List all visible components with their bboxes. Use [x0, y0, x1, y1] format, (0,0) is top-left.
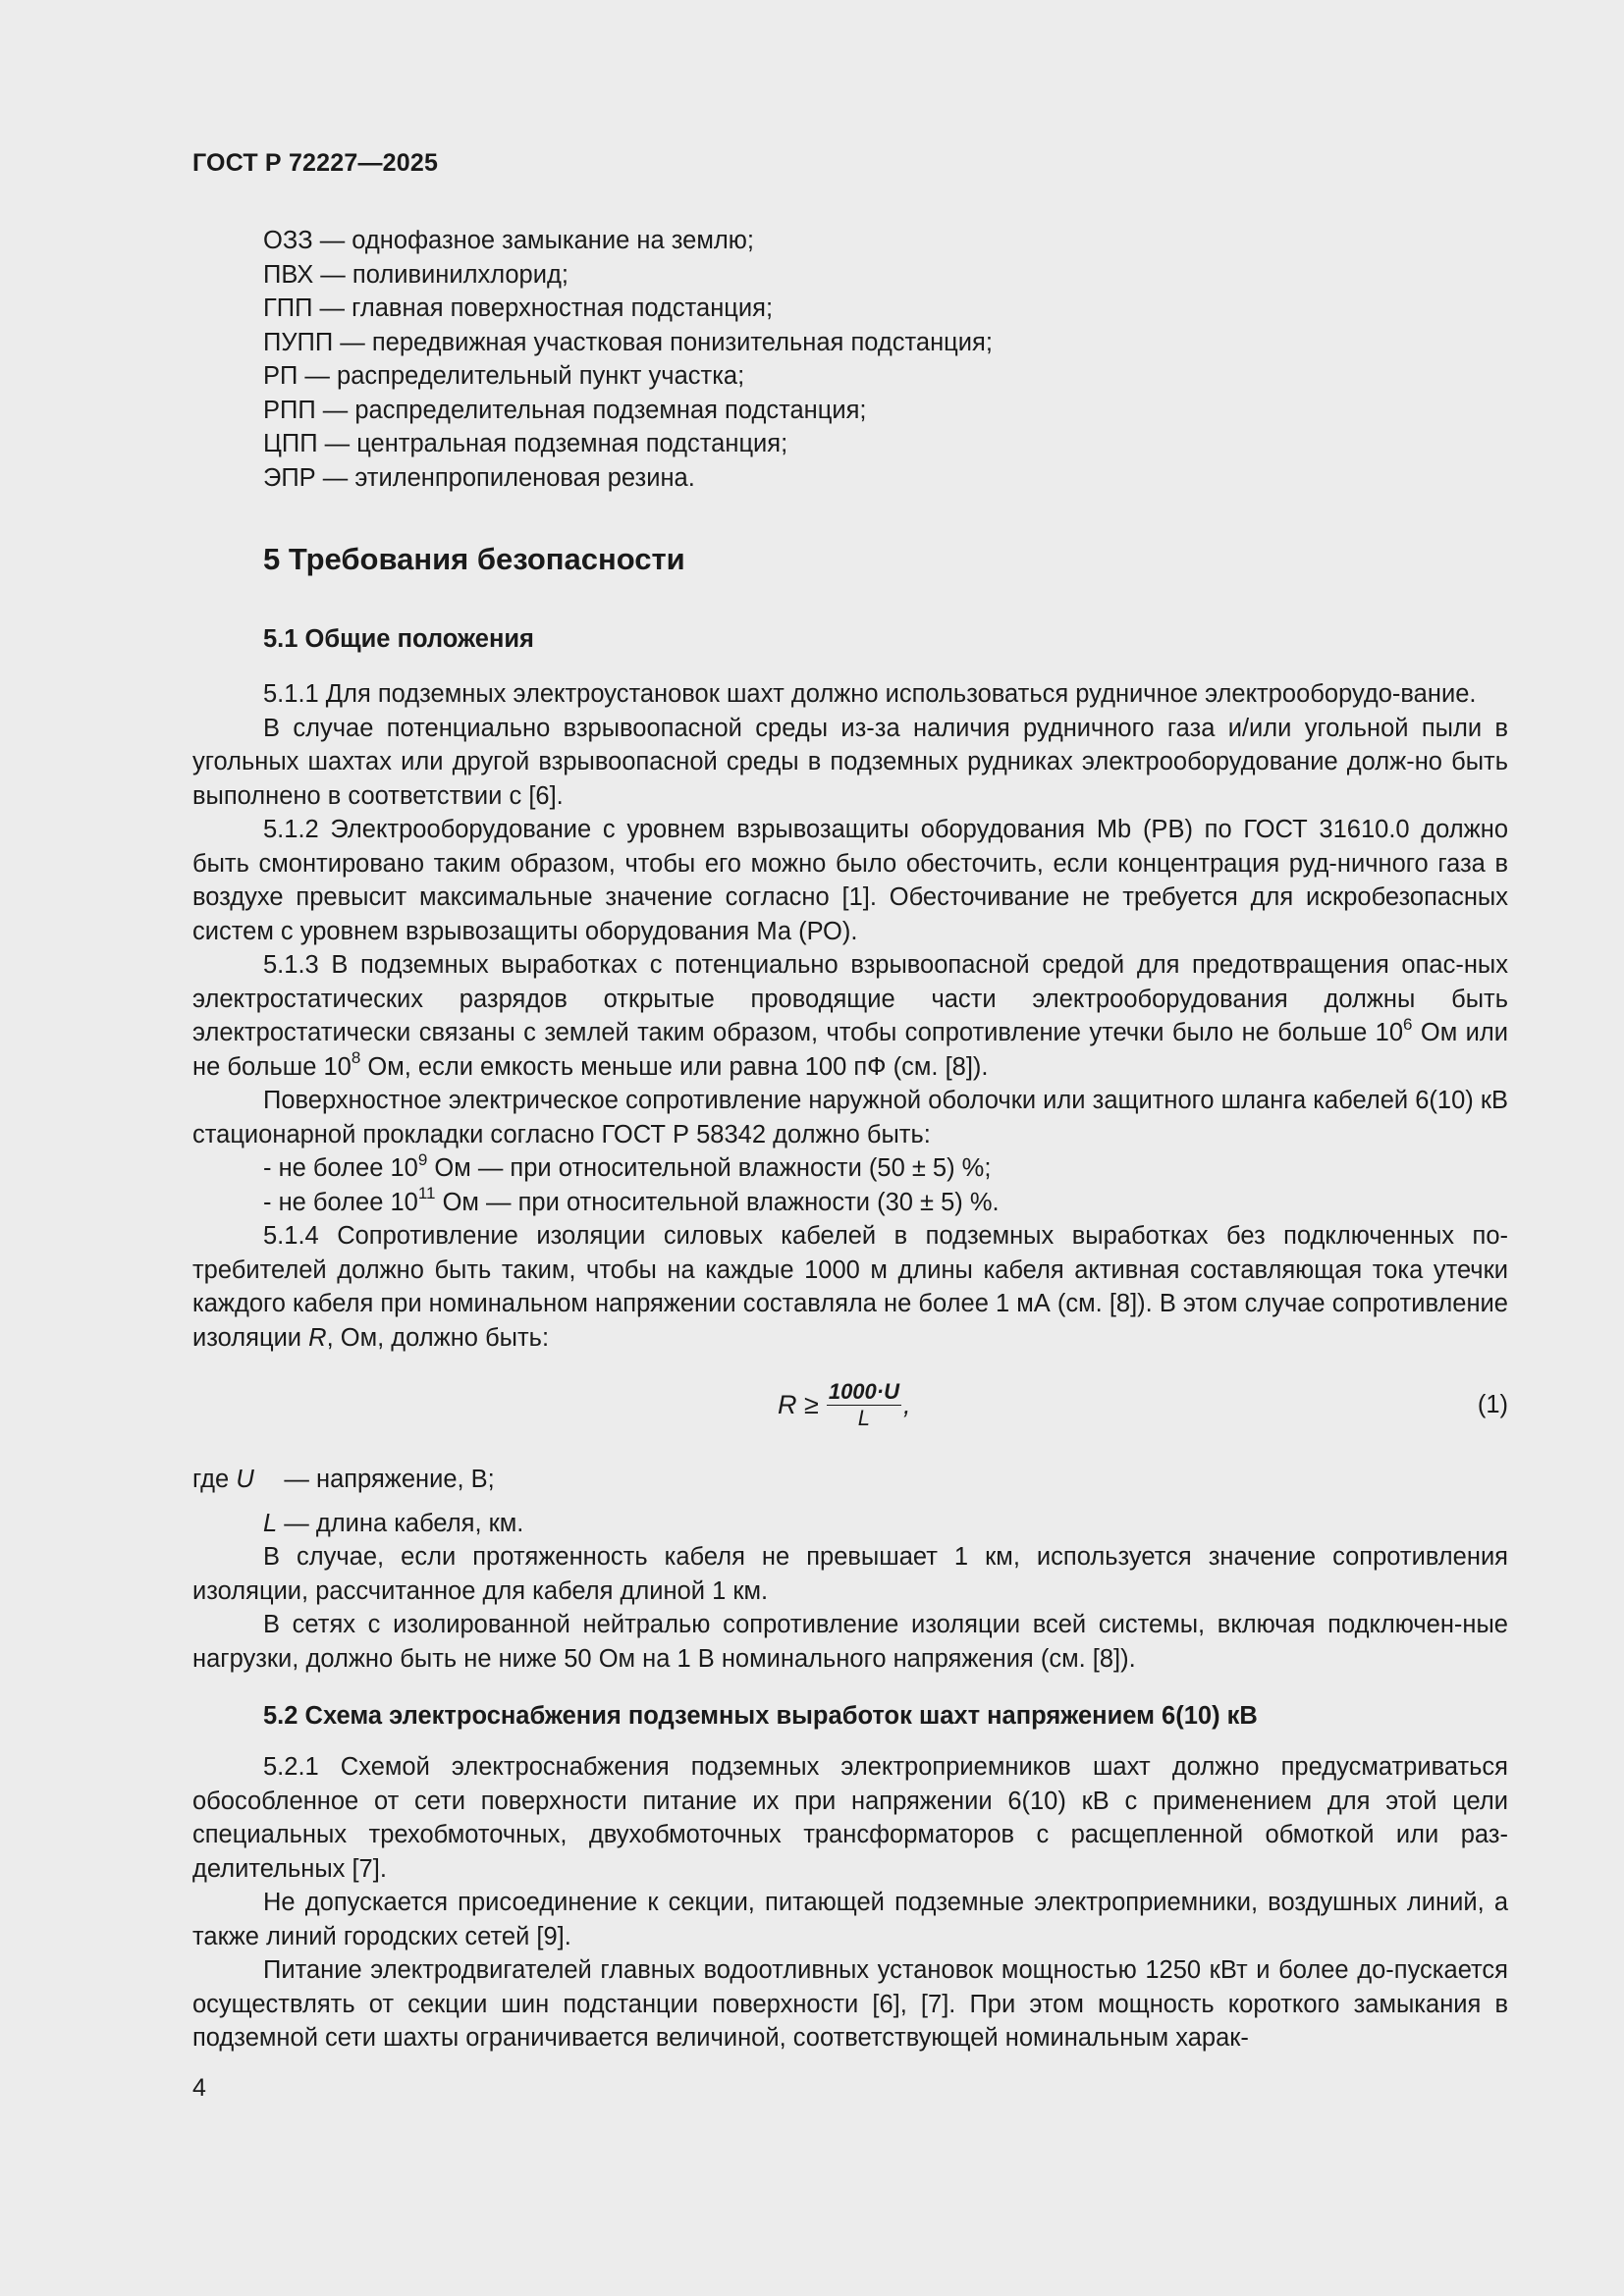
page-number: 4: [192, 2074, 206, 2102]
variable: R: [308, 1323, 327, 1352]
variable: L: [263, 1509, 278, 1537]
paragraph: Не допускается присоединение к секции, питающей подземные электроприемники, воздушных линий, а также линий городских сетей [9].: [192, 1889, 1508, 1950]
abbreviation-list: [192, 224, 1508, 495]
formula-numerator: 1000·U: [828, 1378, 899, 1404]
abbreviation-item: ОЗЗ — однофазное замыкание на землю;: [263, 227, 754, 254]
document-header: ГОСТ Р 72227—2025: [192, 149, 439, 177]
exponent: 11: [417, 1184, 436, 1202]
formula-block: [192, 1370, 1508, 1441]
equation-number: (1): [1477, 1391, 1508, 1418]
exponent: 9: [417, 1149, 428, 1169]
paragraph-5-1-1: 5.1.1 Для подземных электроустановок шахт должно использоваться рудничное электрооборудо-вание.: [263, 680, 1477, 708]
subsection-heading: 5.2 Схема электроснабжения подземных выработок шахт напряжением 6(10) кВ: [263, 1702, 1258, 1730]
document-body: [192, 224, 1508, 2056]
formula-suffix: ,: [902, 1389, 911, 1419]
text-run: - не более 10: [263, 1154, 418, 1182]
formula-fraction: [827, 1379, 901, 1431]
text-run: Ом или не больше 10: [192, 1019, 1508, 1081]
paragraph: Питание электродвигателей главных водоотливных установок мощностью 1250 кВт и более до-пускается осуществлять от секции шин подстанции поверхности [6], [7]. При этом мощность короткого замыкания в подземной сети шахты ограничивается величиной, соответствующей номинальным харак-: [192, 1956, 1508, 2052]
text-run: , Ом, должно быть:: [326, 1323, 550, 1352]
subsection-heading: 5.1 Общие положения: [263, 625, 534, 653]
text-run: Ом, если емкость меньше или равна 100 пФ (см. [8]).: [360, 1052, 989, 1081]
section-heading: 5 Требования безопасности: [263, 542, 685, 576]
paragraph-5-1-3: [192, 948, 1508, 1084]
paragraph: Поверхностное электрическое сопротивление наружной оболочки или защитного шланга кабелей 6(10) кВ стационарной прокладки согласно ГОСТ Р 58342 должно быть:: [192, 1087, 1509, 1148]
abbreviation-item: ЭПР — этиленпропиленовая резина.: [263, 463, 695, 492]
variable: U: [236, 1466, 254, 1493]
text-run: - не более 10: [263, 1188, 418, 1216]
dash-list-item: [192, 1186, 1508, 1220]
abbreviation-item: ПВХ — поливинилхлорид;: [263, 260, 568, 289]
dash-list-item: [192, 1151, 1508, 1186]
text-run: 5.1.4 Сопротивление изоляции силовых кабелей в подземных выработках без подключенных по-требителей должно быть таким, чтобы на каждые 1000 м длины кабеля активная составляющая тока утечки каждого кабеля при номинальном напряжении составляла не более 1 мА (см. [8]). В этом случае сопротивление изоляции: [192, 1222, 1508, 1352]
abbreviation-item: ПУПП — передвижная участковая понизительная подстанция;: [263, 328, 993, 356]
where-line: [192, 1463, 1508, 1497]
exponent: 8: [351, 1048, 361, 1067]
text-run: Ом — при относительной влажности (30 ± 5) %.: [435, 1188, 1000, 1216]
paragraph: В случае потенциально взрывоопасной среды из-за наличия рудничного газа и/или угольной пыли в угольных шахтах или другой взрывоопасной среды в подземных рудниках электрооборудование долж-но быть выполнено в соответствии с [6].: [192, 714, 1508, 810]
text-run: Ом — при относительной влажности (50 ± 5) %;: [427, 1154, 992, 1182]
exponent: 6: [1403, 1014, 1413, 1034]
paragraph: В случае, если протяженность кабеля не превышает 1 км, используется значение сопротивления изоляции, рассчитанное для кабеля длиной 1 км.: [192, 1543, 1508, 1605]
text-run: — напряжение, В;: [277, 1466, 495, 1493]
formula-lhs: R ≥: [778, 1389, 819, 1419]
text-run: 5.1.3 В подземных выработках с потенциально взрывоопасной средой для предотвращения опас-ных электростатических разрядов открытые проводящие части электрооборудования должны быть электростатически связаны с землей таким образом, чтобы сопротивление утечки было не больше 10: [192, 951, 1508, 1046]
abbreviation-item: РПП — распределительная подземная подстанция;: [263, 396, 867, 424]
text-run: — длина кабеля, км.: [277, 1509, 524, 1537]
abbreviation-item: ГПП — главная поверхностная подстанция;: [263, 294, 774, 322]
paragraph: В сетях с изолированной нейтралью сопротивление изоляции всей системы, включая подключен-ные нагрузки, должно быть не ниже 50 Ом на 1 В номинального напряжения (см. [8]).: [192, 1611, 1508, 1673]
abbreviation-item: ЦПП — центральная подземная подстанция;: [263, 430, 788, 457]
paragraph-5-1-4: [192, 1219, 1508, 1355]
where-line: [192, 1507, 1508, 1541]
formula: [778, 1370, 911, 1439]
paragraph-5-2-1: 5.2.1 Схемой электроснабжения подземных электроприемников шахт должно предусматриваться обособленное от сети поверхности питание их при напряжении 6(10) кВ с применением для этой цели специальных трехобмоточных, двухобмоточных трансформаторов с расщепленной обмоткой или раз-делительных [7].: [192, 1753, 1508, 1883]
abbreviation-item: РП — распределительный пункт участка;: [263, 362, 745, 390]
text-run: где: [192, 1466, 237, 1493]
paragraph-5-1-2: 5.1.2 Электрооборудование с уровнем взрывозащиты оборудования Mb (PB) по ГОСТ 31610.0 должно быть смонтировано таким образом, чтобы его можно было обесточить, если концентрация руд-ничного газа в воздухе превысит максимальные значение согласно [1]. Обесточивание не требуется для искробезопасных систем с уровнем взрывозащиты оборудования Ма (РО).: [192, 816, 1508, 945]
formula-denominator: L: [857, 1405, 871, 1430]
